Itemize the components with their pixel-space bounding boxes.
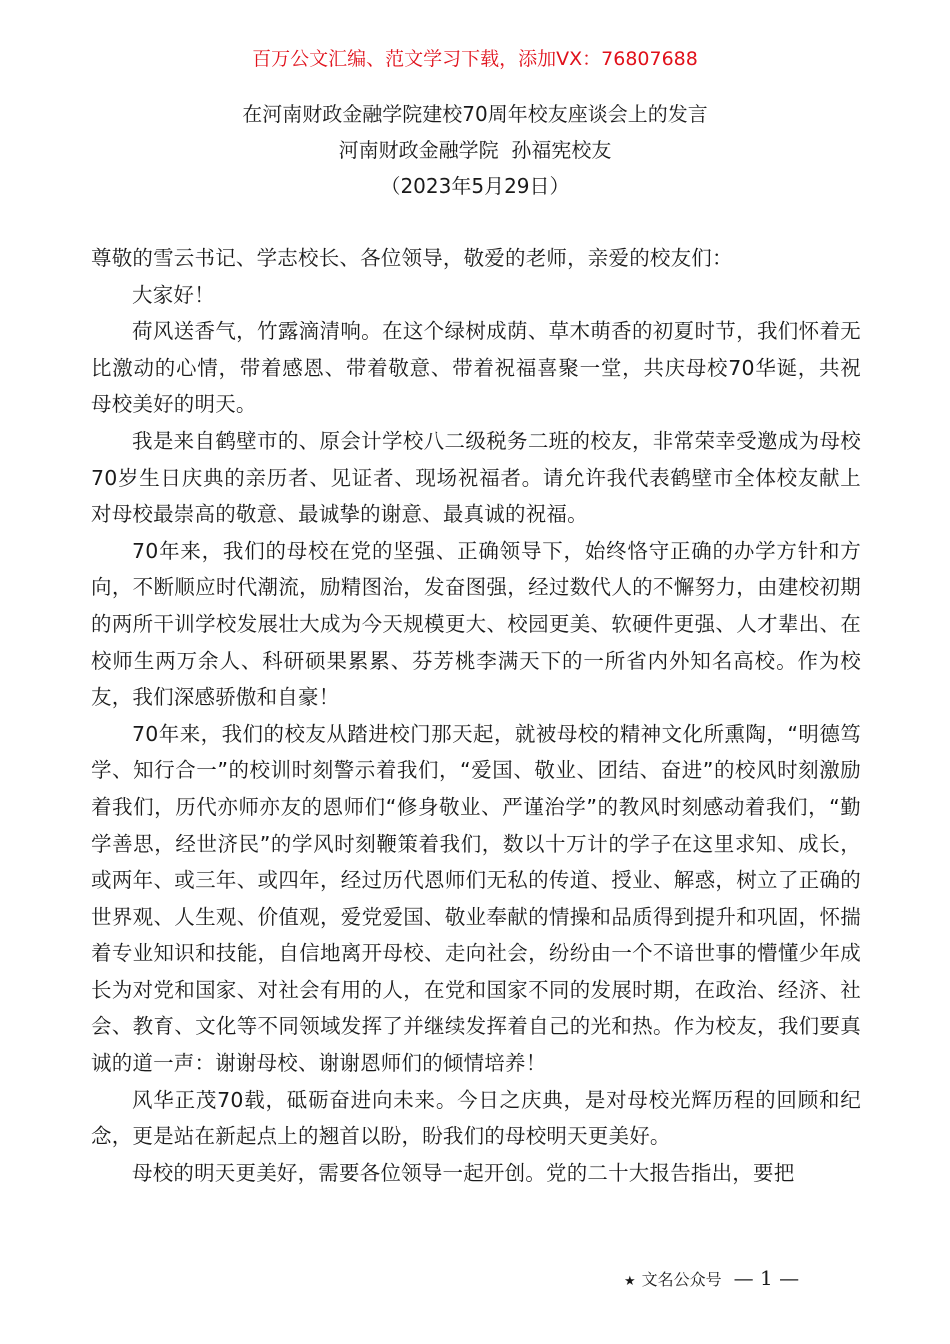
document-header (0, 96, 950, 204)
paragraph: 我是来自鹤壁市的、原会计学校八二级税务二班的校友，非常荣幸受邀成为母校70岁生日庆典的亲历者、见证者、现场祝福者。请允许我代表鹤壁市全体校友献上对母校最崇高的敬意、最诚挚的谢意、最真诚的祝福。 (91, 428, 861, 527)
paragraph: 母校的明天更美好，需要各位领导一起开创。党的二十大报告指出，要把 (132, 1160, 795, 1185)
paragraph: 70年来，我们的校友从踏进校门那天起，就被母校的精神文化所熏陶，“明德笃学、知行合一”的校训时刻警示着我们，“爱国、敬业、团结、奋进”的校风时刻激励着我们，历代亦师亦友的恩师们“修身敬业、严谨治学”的教风时刻感动着我们，“勤学善思，经世济民”的学风时刻鞭策着我们，数以十万计的学子在这里求知、成长，或两年、或三年、或四年，经过历代恩师们无私的传道、授业、解惑，树立了正确的世界观、人生观、价值观，爱党爱国、敬业奉献的情操和品质得到提升和巩固，怀揣着专业知识和技能，自信地离开母校、走向社会，纷纷由一个不谙世事的懵懂少年成长为对党和国家、对社会有用的人，在党和国家不同的发展时期，在政治、经济、社会、教育、文化等不同领域发挥了并继续发挥着自己的光和热。作为校友，我们要真诚的道一声：谢谢母校、谢谢恩师们的倾情培养！ (91, 721, 861, 1076)
paragraph: 荷风送香气，竹露滴清响。在这个绿树成荫、草木萌香的初夏时节，我们怀着无比激动的心情，带着感恩、带着敬意、带着祝福喜聚一堂，共庆母校70华诞，共祝母校美好的明天。 (91, 319, 861, 417)
star-icon: ★ (624, 1274, 636, 1289)
greeting: 大家好！ (132, 282, 215, 307)
speech-date: （2023年5月29日） (380, 174, 570, 198)
speech-title: 在河南财政金融学院建校70周年校友座谈会上的发言 (242, 102, 708, 126)
paragraph: 70年来，我们的母校在党的坚强、正确领导下，始终恪守正确的办学方针和方向，不断顺应时代潮流，励精图治，发奋图强，经过数代人的不懈努力，由建校初期的两所干训学校发展壮大成为今天规模更大、校园更美、软硬件更强、人才辈出、在校师生两万余人、科研硕果累累、芬芳桃李满天下的一所省内外知名高校。作为校友，我们深感骄傲和自豪！ (91, 538, 861, 710)
paragraph: 风华正茂70载，砥砺奋进向未来。今日之庆典，是对母校光辉历程的回顾和纪念，更是站在新起点上的翘首以盼，盼我们的母校明天更美好。 (91, 1087, 861, 1149)
salutation: 尊敬的雪云书记、学志校长、各位领导，敬爱的老师，亲爱的校友们： (91, 246, 733, 270)
page-footer (624, 1266, 799, 1294)
promo-banner: 百万公文汇编、范文学习下载，添加VX：76807688 (252, 48, 698, 70)
page-number: — 1 — (733, 1266, 800, 1290)
speech-body (91, 240, 861, 1191)
footer-source: 文名公众号 (641, 1270, 722, 1289)
speaker-line: 河南财政金融学院 孙福宪校友 (338, 138, 612, 162)
